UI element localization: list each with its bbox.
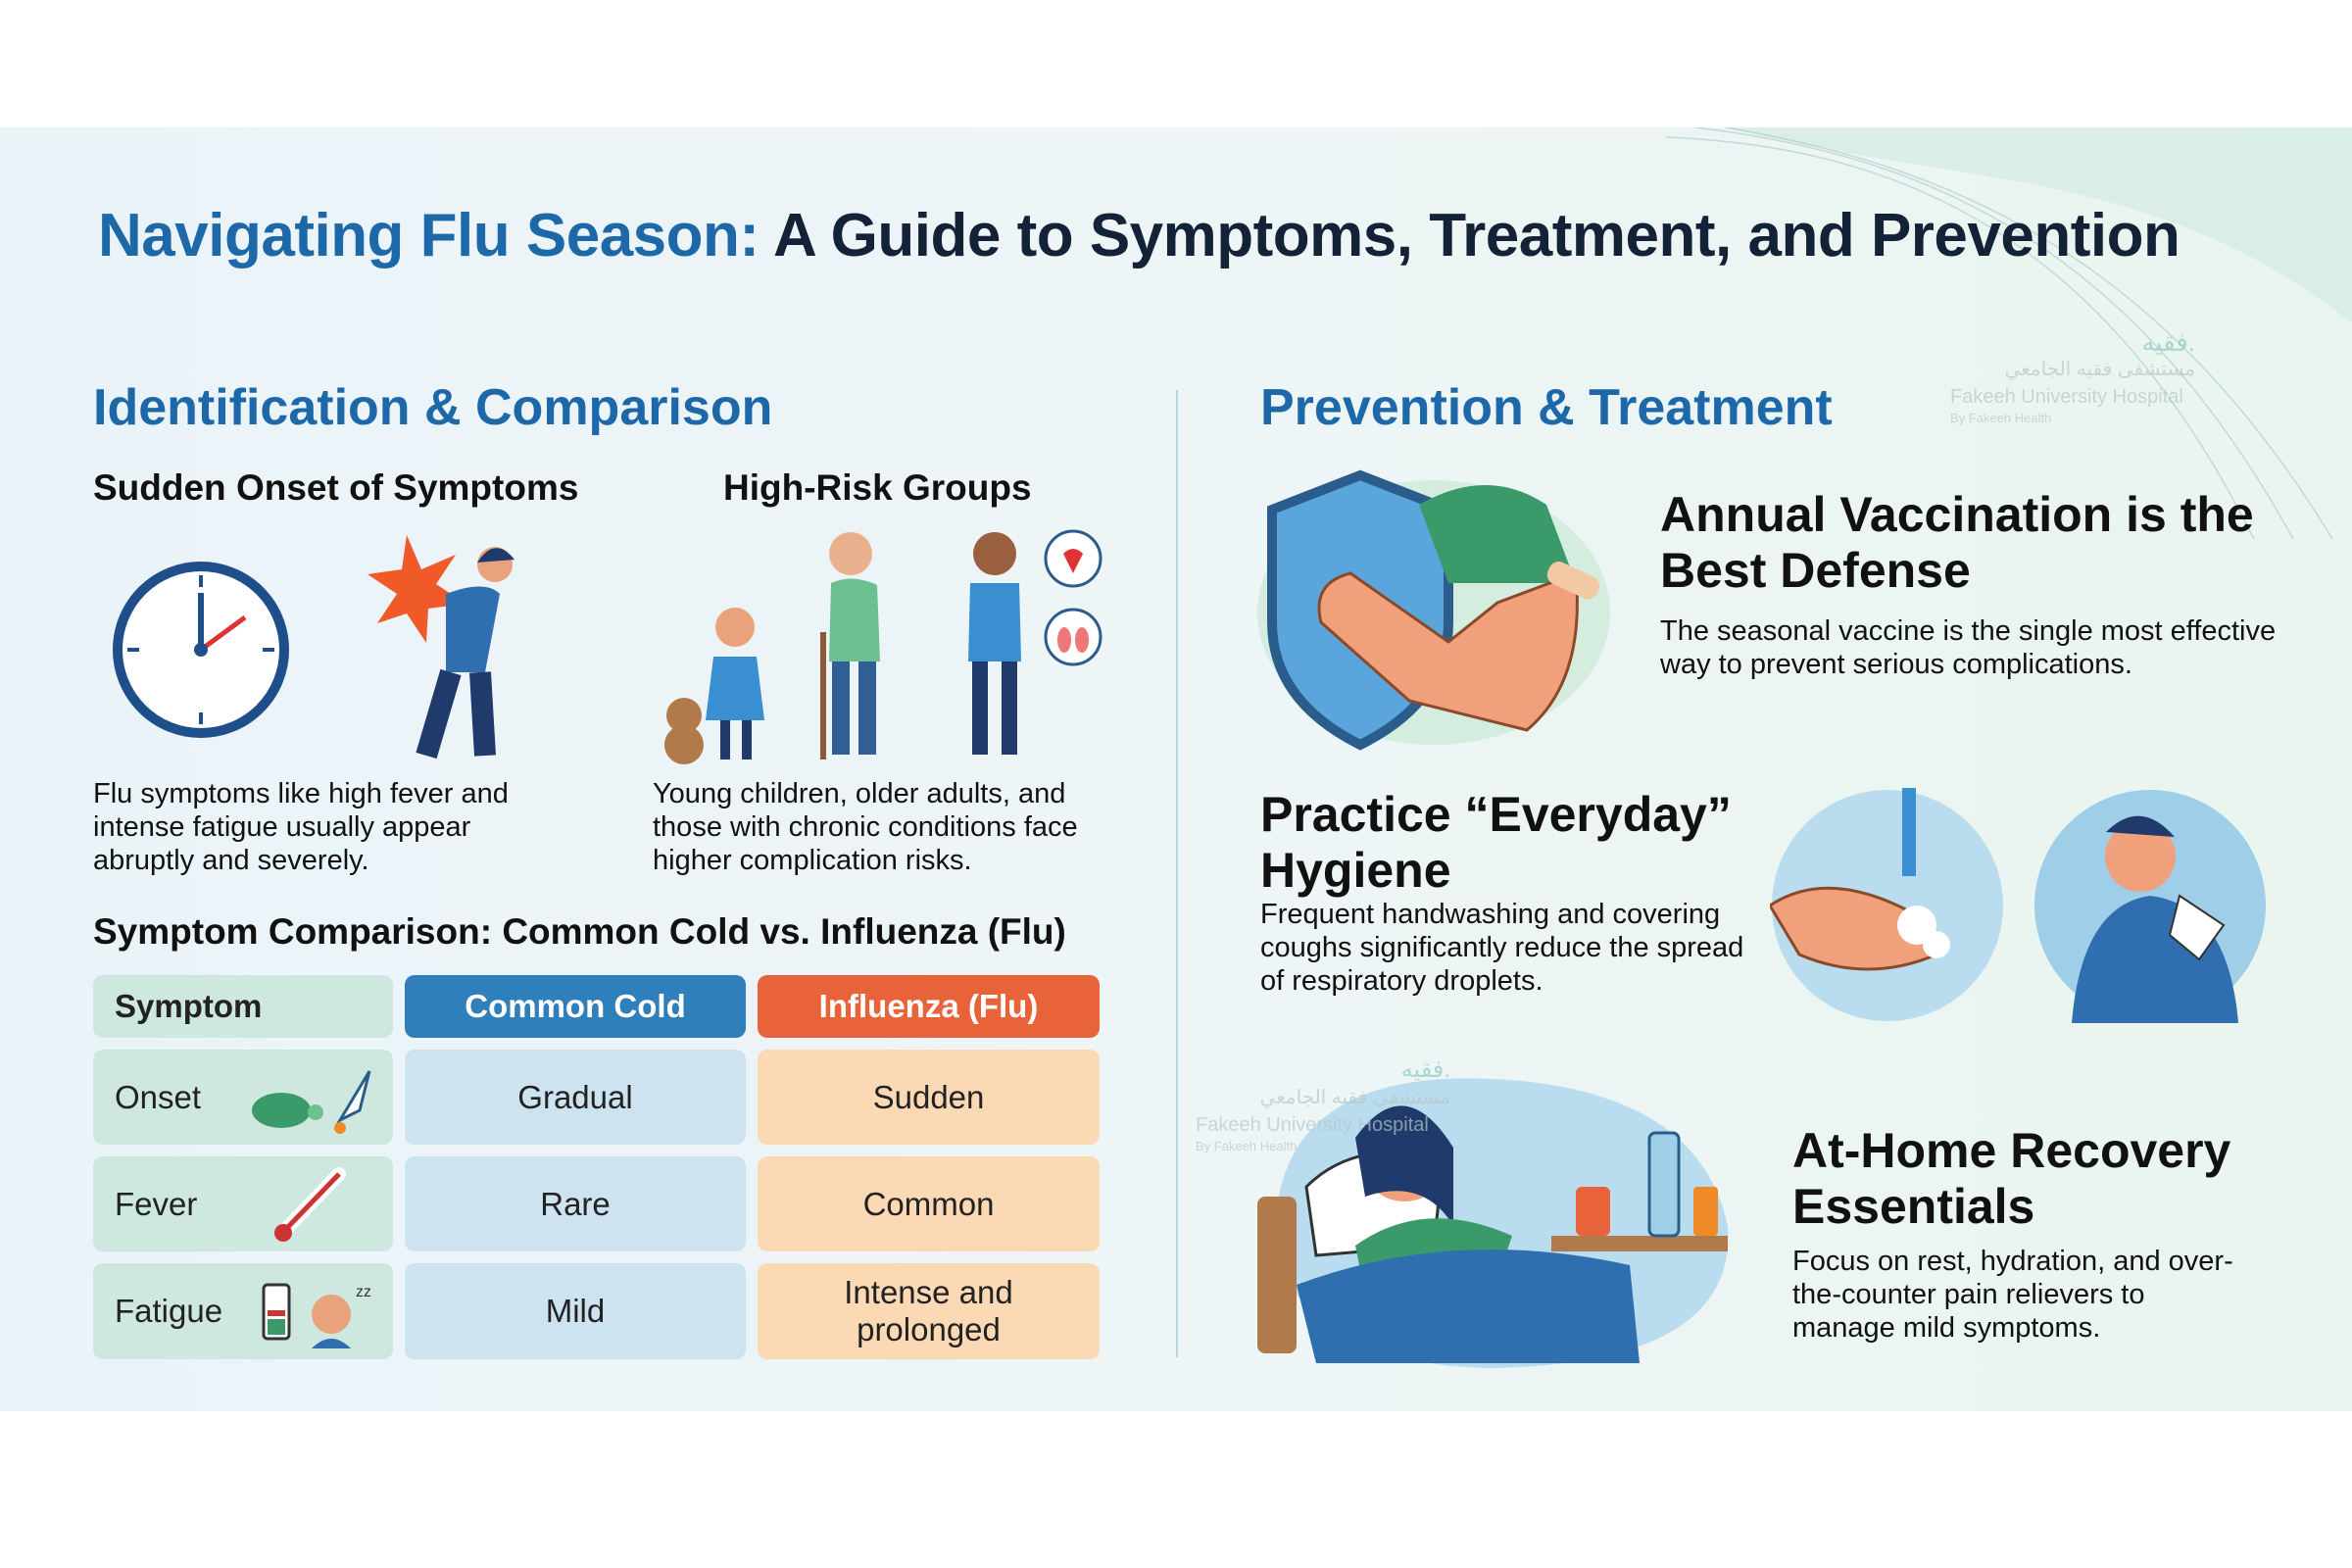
recovery-title: At-Home Recovery Essentials <box>1792 1123 2231 1234</box>
hygiene-title: Practice “Everyday” Hygiene <box>1260 787 1732 898</box>
hygiene-text: Frequent handwashing and covering coughs significantly reduce the spread of respiratory droplets. <box>1260 899 1744 997</box>
title-highlight: Navigating Flu Season: <box>98 202 760 270</box>
section-heading-identification: Identification & Comparison <box>93 379 773 436</box>
section-divider <box>1176 390 1178 1357</box>
symptom-label: Onset <box>115 1078 202 1115</box>
watermark-arabic: مستشفى فقيه الجامعي <box>2004 359 2195 380</box>
watermark-arabic: مستشفى فقيه الجامعي <box>1259 1087 1450 1108</box>
row-fatigue-flu: Intense and prolonged <box>758 1263 1100 1359</box>
watermark-sub: By Fakeeh Health <box>1196 1139 1298 1153</box>
high-risk-groups-illustration <box>657 524 1117 769</box>
table-title: Symptom Comparison: Common Cold vs. Influenza (Flu) <box>93 911 1066 952</box>
man-back-pain-icon <box>368 525 534 770</box>
vaccine-title: Annual Vaccination is the Best Defense <box>1660 487 2254 598</box>
vaccine-text: The seasonal vaccine is the single most effective way to prevent serious complications. <box>1660 615 2277 680</box>
row-fatigue-symptom <box>93 1263 393 1359</box>
turtle-rocket-icon <box>242 1061 379 1135</box>
onset-text: Flu symptoms like high fever and intense fatigue usually appear abruptly and severely. <box>93 778 509 876</box>
row-fatigue-cold: Mild <box>405 1263 746 1359</box>
symptom-label: Fever <box>115 1185 198 1222</box>
vaccine-shield-arm-icon <box>1252 466 1635 755</box>
watermark-logo: فقيه. <box>1400 1056 1450 1083</box>
low-battery-tired-icon <box>258 1275 375 1348</box>
clock-icon <box>108 554 304 750</box>
header-influenza: Influenza (Flu) <box>758 975 1100 1038</box>
header-symptom: Symptom <box>93 975 393 1038</box>
row-fever-flu: Common <box>758 1156 1100 1251</box>
row-onset-symptom <box>93 1050 393 1145</box>
covering-cough-icon <box>2033 788 2268 1023</box>
thermometer-icon <box>266 1166 354 1245</box>
handwashing-icon <box>1770 788 2005 1023</box>
row-fever-cold: Rare <box>405 1156 746 1251</box>
row-onset-flu: Sudden <box>758 1050 1100 1145</box>
title-rest: A Guide to Symptoms, Treatment, and Prevention <box>759 202 2180 270</box>
watermark-fakeeh <box>1950 328 2195 426</box>
section-heading-prevention: Prevention & Treatment <box>1260 379 1833 436</box>
page-title <box>98 201 2180 270</box>
svg-text:zz: zz <box>356 1284 371 1300</box>
watermark-name: Fakeeh University Hospital <box>1950 386 2183 408</box>
risk-title: High-Risk Groups <box>723 467 1032 508</box>
watermark-logo: فقيه. <box>2141 327 2195 357</box>
onset-title: Sudden Onset of Symptoms <box>93 467 579 508</box>
recovery-text: Focus on rest, hydration, and over-the-counter pain relievers to manage mild symptoms. <box>1792 1246 2233 1344</box>
row-onset-cold: Gradual <box>405 1050 746 1145</box>
watermark-name: Fakeeh University Hospital <box>1196 1114 1429 1136</box>
watermark-fakeeh-2 <box>1196 1056 1450 1154</box>
watermark-sub: By Fakeeh Health <box>1950 411 2052 425</box>
symptom-label: Fatigue <box>115 1293 223 1329</box>
risk-text: Young children, older adults, and those with chronic conditions face higher complication risks. <box>653 778 1078 876</box>
header-common-cold: Common Cold <box>405 975 746 1038</box>
row-fever-symptom <box>93 1156 393 1251</box>
